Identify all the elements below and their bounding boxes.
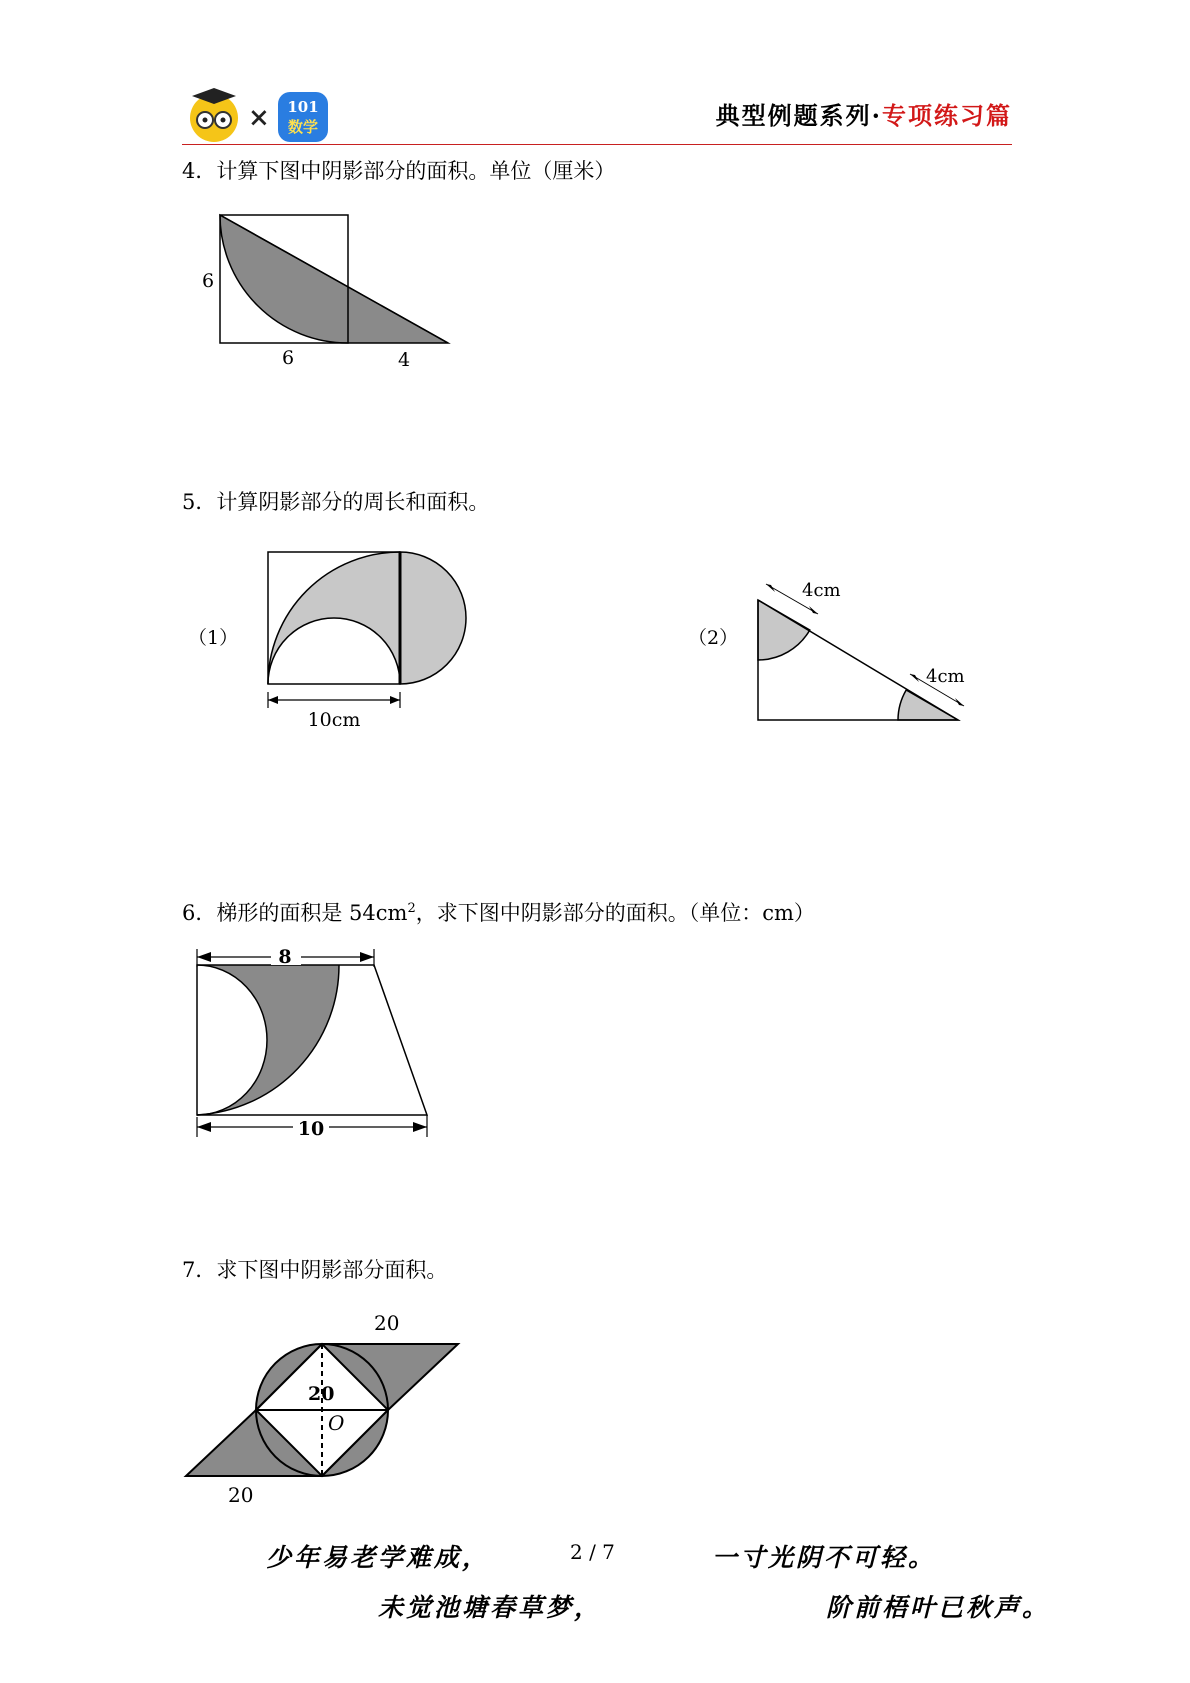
svg-text:数学: 数学 — [287, 118, 319, 136]
question-6-text: 6．梯形的面积是 $54cm^2$，求下图中阴影部分的面积。（单位：cm） — [182, 901, 815, 925]
question-5-figure-1 — [262, 548, 482, 726]
q6-label-top: 8 — [278, 946, 292, 968]
poem-line2-left: 未觉池塘春草梦， — [378, 1593, 603, 1622]
question-7-figure — [180, 1300, 480, 1505]
question-4-text: 4．计算下图中阴影部分的面积。单位（厘米） — [182, 159, 616, 183]
q4-label-left: 6 — [202, 270, 215, 292]
q5-label-4cm-bottom: 4cm — [926, 666, 965, 687]
times-sign: × — [248, 103, 270, 133]
q5-sector-bottom — [898, 690, 958, 720]
header-divider — [182, 144, 1012, 145]
question-5-figure-2 — [752, 572, 992, 722]
q7-label-middle: 20 — [308, 1383, 335, 1405]
series-title: 典型例题系列·专项练习篇 — [715, 101, 1012, 130]
arrow-left-icon — [268, 696, 278, 704]
svg-text:101: 101 — [287, 98, 319, 116]
q5-label-4cm-top: 4cm — [802, 580, 841, 601]
q7-label-top: 20 — [374, 1311, 400, 1335]
question-7-text: 7．求下图中阴影部分面积。 — [182, 1258, 448, 1282]
question-4-figure — [200, 210, 460, 370]
q5-right-triangle — [758, 600, 958, 720]
question-6-figure — [190, 940, 440, 1140]
q6-label-bottom: 10 — [297, 1118, 325, 1140]
q5-right-semicircle — [400, 552, 466, 684]
mascot-logo-icon — [190, 88, 238, 142]
q5-sector-top — [758, 600, 810, 660]
question-5-text: 5．计算阴影部分的周长和面积。 — [182, 490, 490, 514]
q7-label-bottom: 20 — [228, 1483, 254, 1505]
poem-line2-right: 阶前梧叶已秋声。 — [826, 1593, 1051, 1622]
poem-line1-right: 一寸光阴不可轻。 — [712, 1543, 937, 1572]
arrow-right-icon — [390, 696, 400, 704]
q5-part2-label: （2） — [688, 627, 739, 649]
page-number: 2 / 7 — [570, 1540, 615, 1564]
q4-label-right: 4 — [398, 349, 411, 370]
q4-label-bottom: 6 — [282, 347, 295, 369]
math101-logo-icon — [278, 92, 328, 142]
header-logos — [186, 88, 334, 144]
poem-line1-left: 少年易老学难成， — [266, 1543, 491, 1572]
q5-label-10cm: 10cm — [307, 709, 361, 726]
q5-part1-label: （1） — [188, 627, 239, 649]
q7-label-center: O — [328, 1411, 345, 1435]
